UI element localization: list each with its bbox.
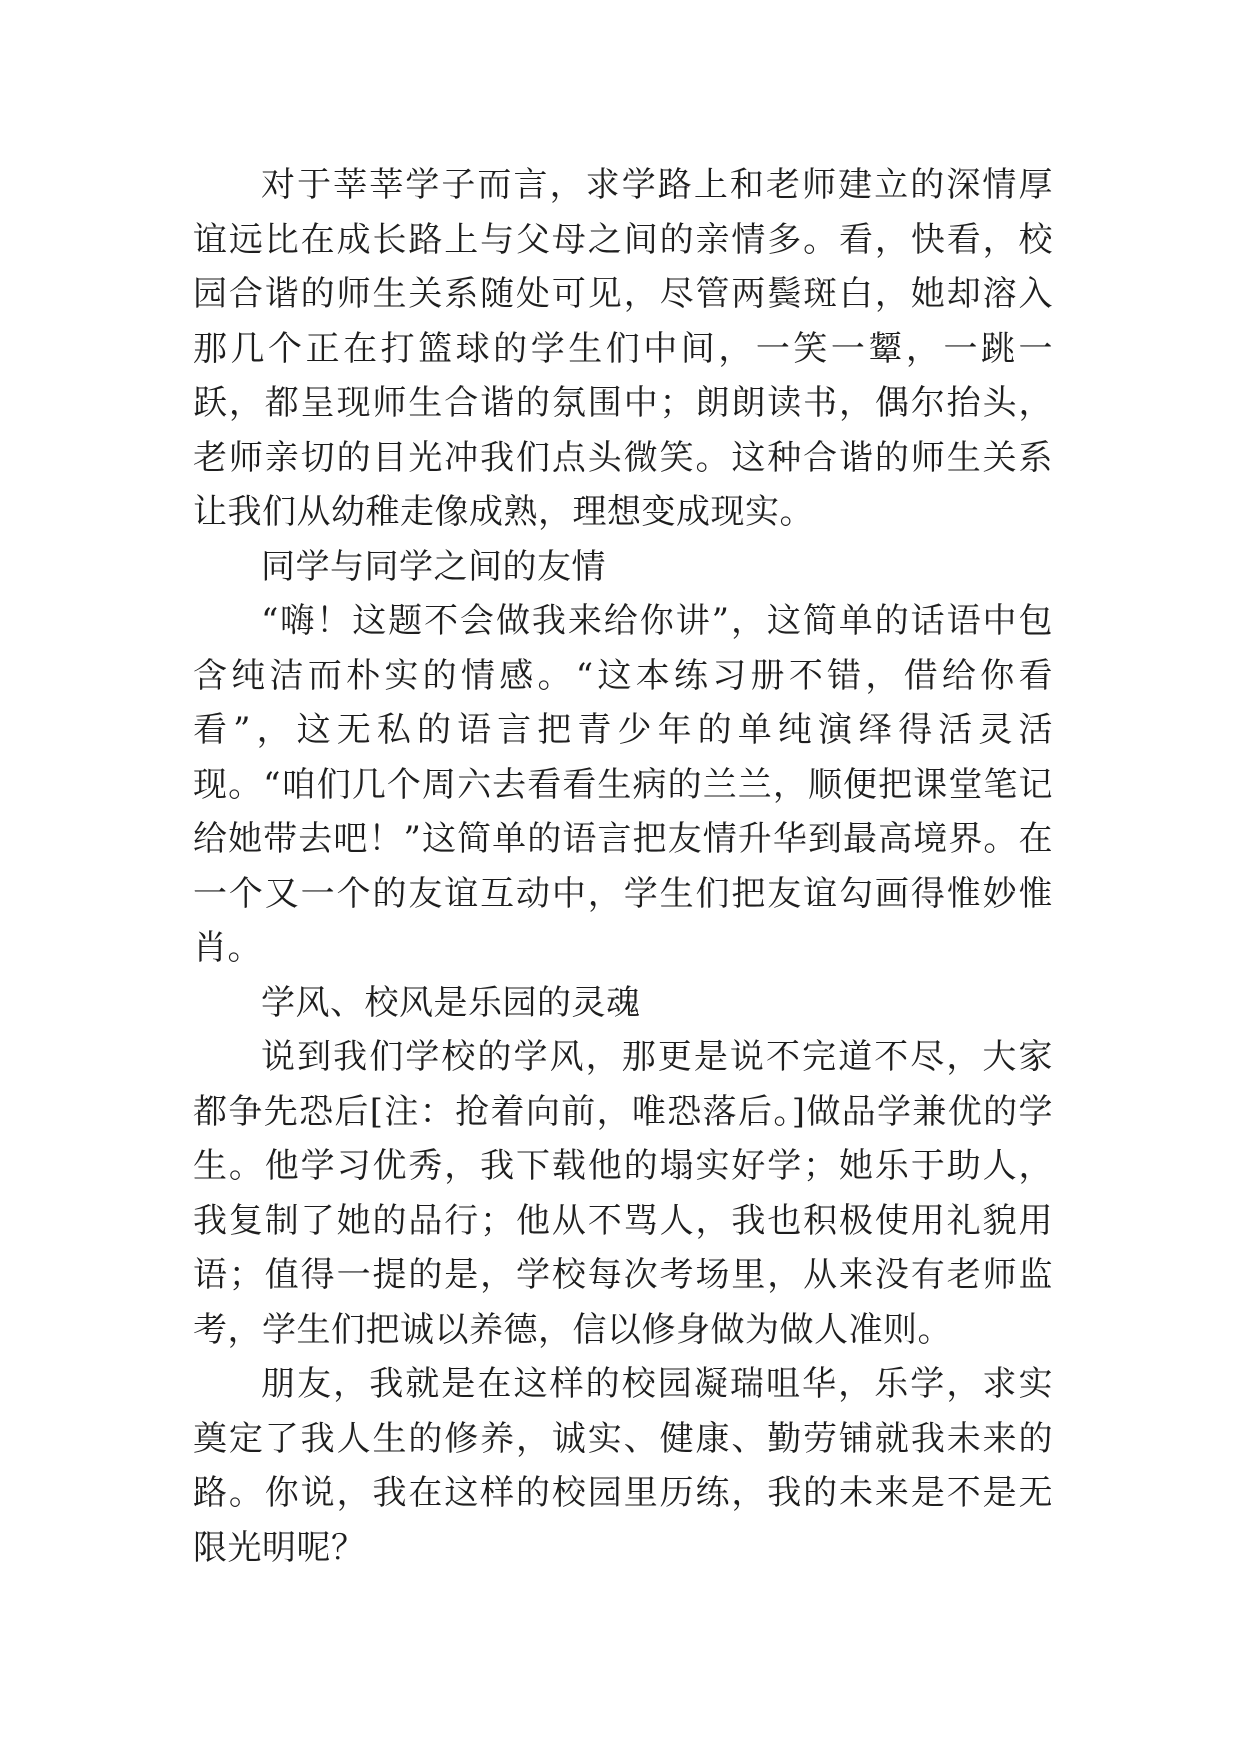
paragraph-teacher-student: 对于莘莘学子而言，求学路上和老师建立的深情厚谊远比在成长路上与父母之间的亲情多。看，快看，校园合谐的师生关系随处可见，尽管两鬓斑白，她却溶入那几个正在打篮球的学生们中间，一笑一颦，一跳一跃，都呈现师生合谐的氛围中；朗朗读书，偶尔抬头，老师亲切的目光冲我们点头微笑。这种合谐的师生关系让我们从幼稚走像成熟，理想变成现实。: [193, 165, 1053, 532]
document-body: [193, 158, 1053, 1575]
section-heading-school-spirit: 学风、校风是乐园的灵魂: [261, 982, 641, 1023]
paragraph-conclusion: 朋友，我就是在这样的校园凝瑞咀华，乐学，求实奠定了我人生的修养，诚实、健康、勤劳铺就我未来的路。你说，我在这样的校园里历练，我的未来是不是无限光明呢？: [193, 1364, 1053, 1568]
paragraph-study-style: 说到我们学校的学风，那更是说不完道不尽，大家都争先恐后[注：抢着向前，唯恐落后。]做品学兼优的学生。他学习优秀，我下载他的塌实好学；她乐于助人，我复制了她的品行；他从不骂人，我也积极使用礼貌用语；值得一提的是，学校每次考场里，从来没有老师监考，学生们把诚以养德，信以修身做为做人准则。: [193, 1037, 1053, 1350]
section-heading-classmate-friendship: 同学与同学之间的友情: [261, 546, 606, 587]
paragraph-friendship: “嗨！这题不会做我来给你讲”，这简单的话语中包含纯洁而朴实的情感。“这本练习册不错，借给你看看”，这无私的语言把青少年的单纯演绎得活灵活现。“咱们几个周六去看看生病的兰兰，顺便把课堂笔记给她带去吧！”这简单的语言把友情升华到最高境界。在一个又一个的友谊互动中，学生们把友谊勾画得惟妙惟肖。: [193, 601, 1053, 968]
